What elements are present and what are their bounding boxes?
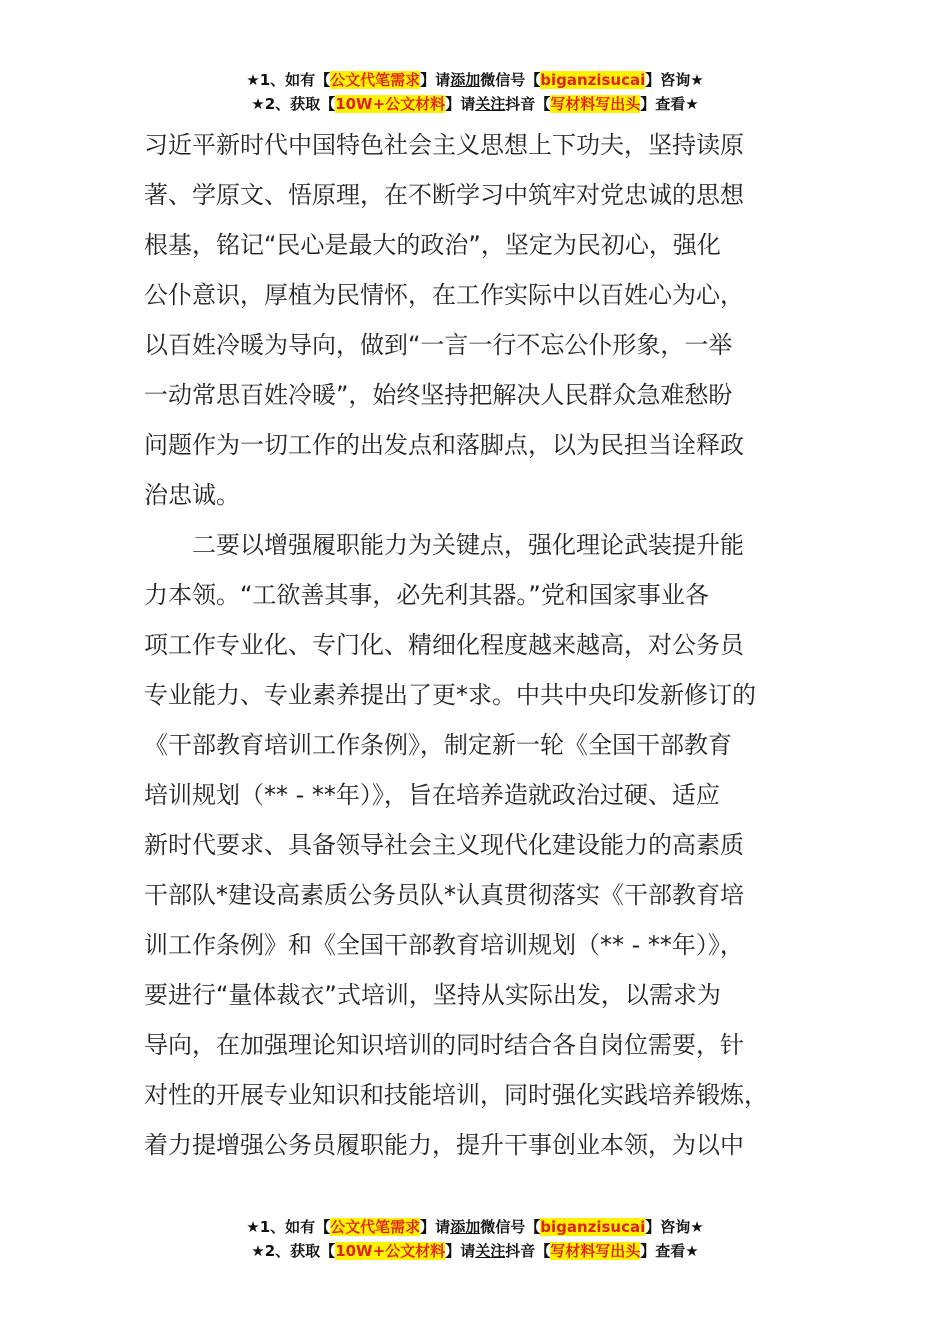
body-line: 一动常思百姓冷暖”，始终坚持把解决人民群众急难愁盼	[144, 381, 733, 409]
banner-text: 】请	[420, 1218, 451, 1236]
banner-text: 】请	[445, 1242, 476, 1260]
body-line: 著、学原文、悟原理，在不断学习中筑牢对党忠诚的思想	[144, 181, 744, 209]
banner-highlight: biganzisucai	[540, 71, 646, 89]
banner-text: 】请	[420, 71, 451, 89]
body-line: 对性的开展专业知识和技能培训，同时强化实践培养锻炼，	[144, 1081, 768, 1109]
banner-highlight: 公文代笔需求	[330, 71, 421, 89]
banner-line-2	[0, 92, 950, 116]
banner-text: 抖音【	[505, 95, 551, 113]
body-line: 根基，铭记“民心是最大的政治”，坚定为民初心，强化	[144, 231, 721, 259]
banner-text: ★1、如有【	[246, 1218, 331, 1236]
banner-highlight: 写材料写出头	[550, 95, 641, 113]
banner-underlined: 添加	[450, 1218, 481, 1236]
banner-text: 】查看★	[640, 1242, 699, 1260]
body-line: 干部队*建设高素质公务员队*认真贯彻落实《干部教育培	[144, 881, 744, 909]
banner-highlight: 10W+公文材料	[335, 95, 446, 113]
banner-text: ★2、获取【	[251, 1242, 336, 1260]
body-line: 着力提增强公务员履职能力，提升干事创业本领，为以中	[144, 1131, 744, 1159]
banner-underlined: 关注	[475, 1242, 506, 1260]
body-line: 导向，在加强理论知识培训的同时结合各自岗位需要，针	[144, 1031, 744, 1059]
document-body	[144, 120, 809, 1170]
header-banner	[0, 68, 950, 116]
banner-text: ★1、如有【	[246, 71, 331, 89]
banner-text: 】查看★	[640, 95, 699, 113]
banner-text: 】咨询★	[645, 71, 704, 89]
footer-banner	[0, 1215, 950, 1263]
banner-line-2	[0, 1239, 950, 1263]
banner-line-1	[0, 1215, 950, 1239]
body-line: 以百姓冷暖为导向，做到“一言一行不忘公仆形象，一举	[144, 331, 733, 359]
body-line: 二要以增强履职能力为关键点，强化理论武装提升能	[144, 531, 744, 559]
banner-text: ★2、获取【	[251, 95, 336, 113]
body-line: 习近平新时代中国特色社会主义思想上下功夫，坚持读原	[144, 131, 744, 159]
body-line: 新时代要求、具备领导社会主义现代化建设能力的高素质	[144, 831, 744, 859]
banner-highlight: 10W+公文材料	[335, 1242, 446, 1260]
banner-highlight: biganzisucai	[540, 1218, 646, 1236]
banner-underlined: 添加	[450, 71, 481, 89]
banner-highlight: 公文代笔需求	[330, 1218, 421, 1236]
body-line: 要进行“量体裁衣”式培训，坚持从实际出发，以需求为	[144, 981, 721, 1009]
banner-text: 微信号【	[480, 71, 541, 89]
body-line: 力本领。“工欲善其事，必先利其器。”党和国家事业各	[144, 581, 709, 609]
body-line: 专业能力、专业素养提出了更*求。中共中央印发新修订的	[144, 681, 756, 709]
banner-text: 抖音【	[505, 1242, 551, 1260]
banner-text: 微信号【	[480, 1218, 541, 1236]
body-line: 培训规划（** - **年）》，旨在培养造就政治过硬、适应	[144, 781, 720, 809]
banner-text: 】请	[445, 95, 476, 113]
body-line: 问题作为一切工作的出发点和落脚点，以为民担当诠释政	[144, 431, 744, 459]
banner-text: 】咨询★	[645, 1218, 704, 1236]
body-line: 公仆意识，厚植为民情怀，在工作实际中以百姓心为心，	[144, 281, 744, 309]
body-line: 训工作条例》和《全国干部教育培训规划（** - **年）》，	[144, 931, 744, 959]
body-line: 《干部教育培训工作条例》，制定新一轮《全国干部教育	[144, 731, 732, 759]
body-line: 项工作专业化、专门化、精细化程度越来越高，对公务员	[144, 631, 744, 659]
banner-highlight: 写材料写出头	[550, 1242, 641, 1260]
banner-line-1	[0, 68, 950, 92]
body-line: 治忠诚。	[144, 481, 240, 509]
banner-underlined: 关注	[475, 95, 506, 113]
